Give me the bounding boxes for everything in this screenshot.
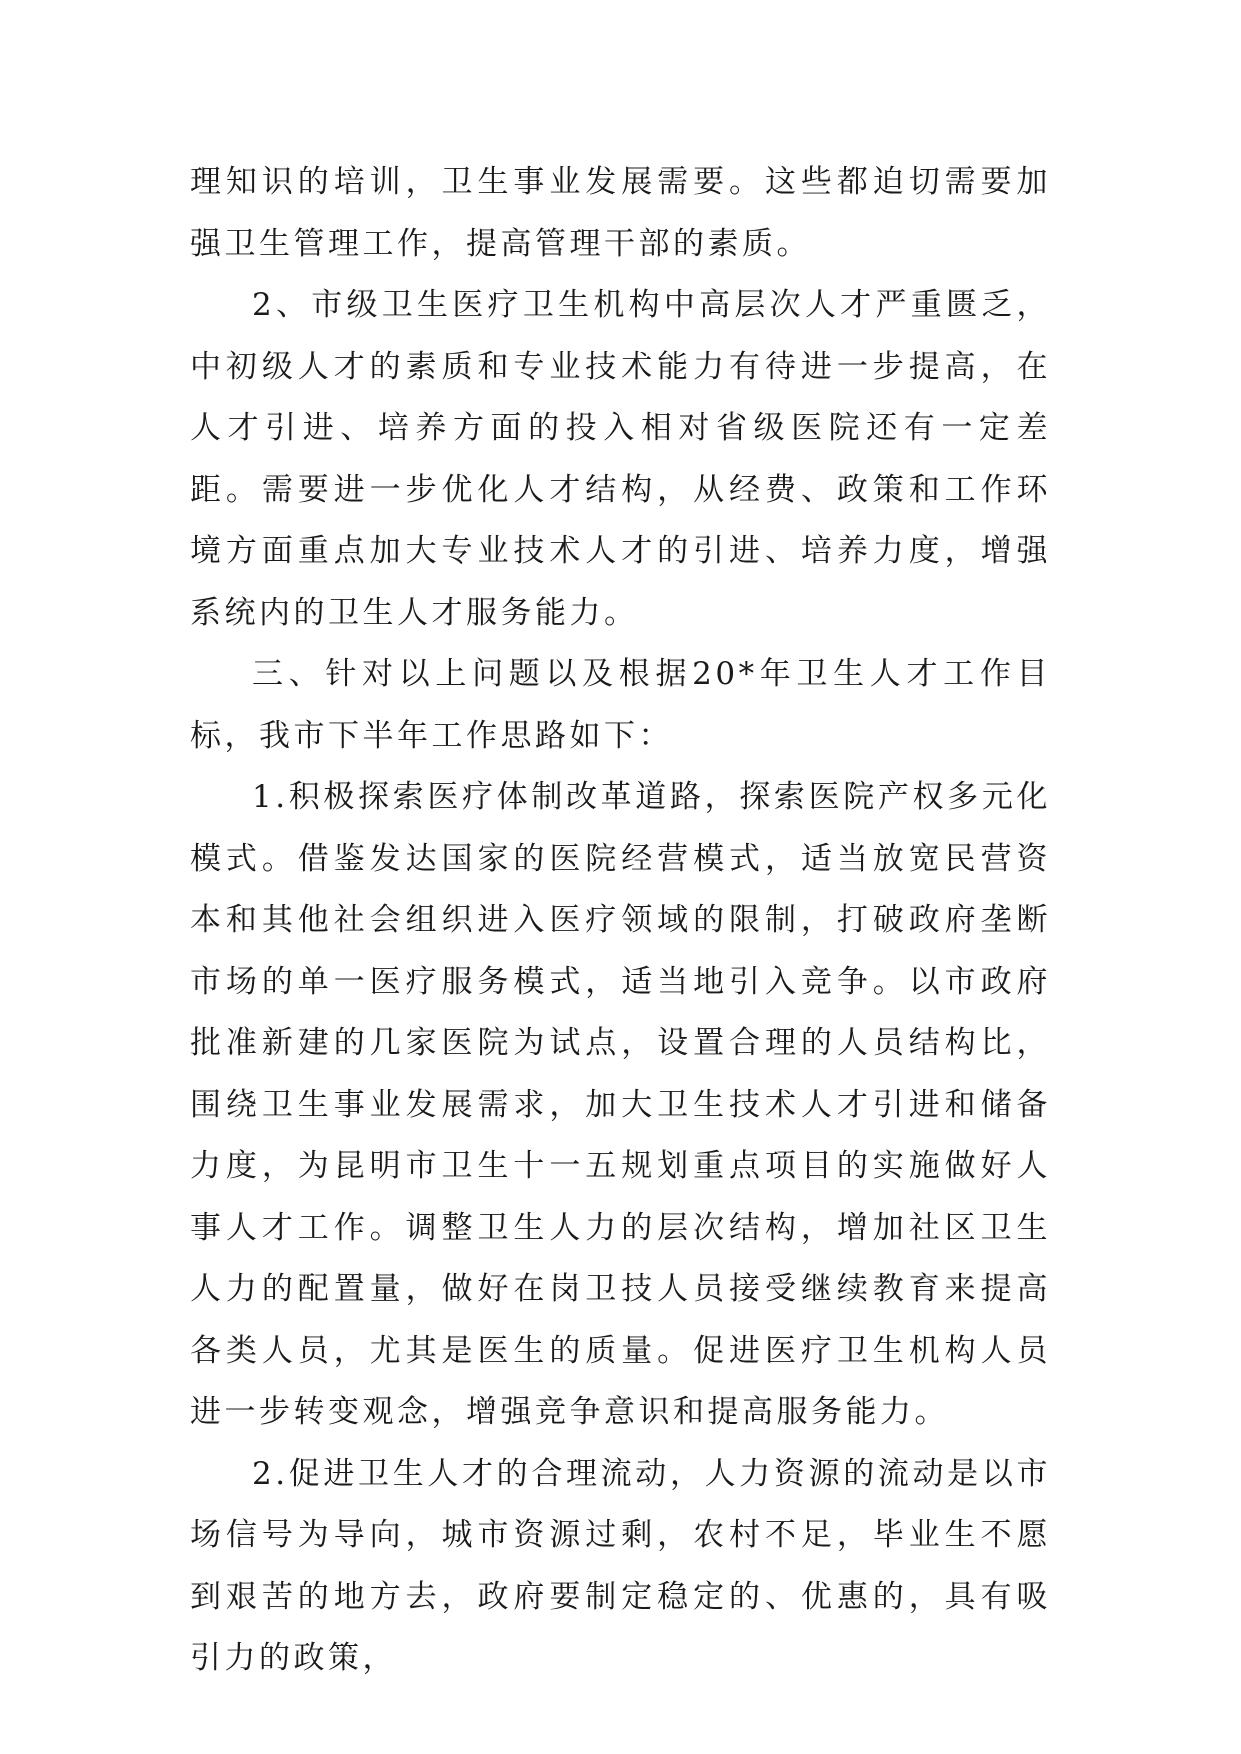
paragraph-talent-shortage: 2、市级卫生医疗卫生机构中高层次人才严重匮乏，中初级人才的素质和专业技术能力有待进一步提高，在人才引进、培养方面的投入相对省级医院还有一定差距。需要进一步优化人才结构，从经费、政策和工作环境方面重点加大专业技术人才的引进、培养力度，增强系统内的卫生人才服务能力。	[190, 287, 1051, 631]
document-body	[190, 152, 1051, 1690]
paragraph-item-two-mobility: 2.促进卫生人才的合理流动，人力资源的流动是以市场信号为导向，城市资源过剩，农村不足，毕业生不愿到艰苦的地方去，政府要制定稳定的、优惠的，具有吸引力的政策，	[190, 1455, 1051, 1676]
paragraph-continuation: 理知识的培训，卫生事业发展需要。这些都迫切需要加强卫生管理工作，提高管理干部的素质。	[190, 164, 1051, 262]
paragraph-section-three-heading: 三、针对以上问题以及根据20*年卫生人才工作目标，我市下半年工作思路如下：	[190, 656, 1051, 754]
paragraph-item-one-reform: 1.积极探索医疗体制改革道路，探索医院产权多元化模式。借鉴发达国家的医院经营模式，适当放宽民营资本和其他社会组织进入医疗领域的限制，打破政府垄断市场的单一医疗服务模式，适当地引入竞争。以市政府批准新建的几家医院为试点，设置合理的人员结构比，围绕卫生事业发展需求，加大卫生技术人才引进和储备力度，为昆明市卫生十一五规划重点项目的实施做好人事人才工作。调整卫生人力的层次结构，增加社区卫生人力的配置量，做好在岗卫技人员接受继续教育来提高各类人员，尤其是医生的质量。促进医疗卫生机构人员进一步转变观念，增强竞争意识和提高服务能力。	[190, 779, 1051, 1430]
